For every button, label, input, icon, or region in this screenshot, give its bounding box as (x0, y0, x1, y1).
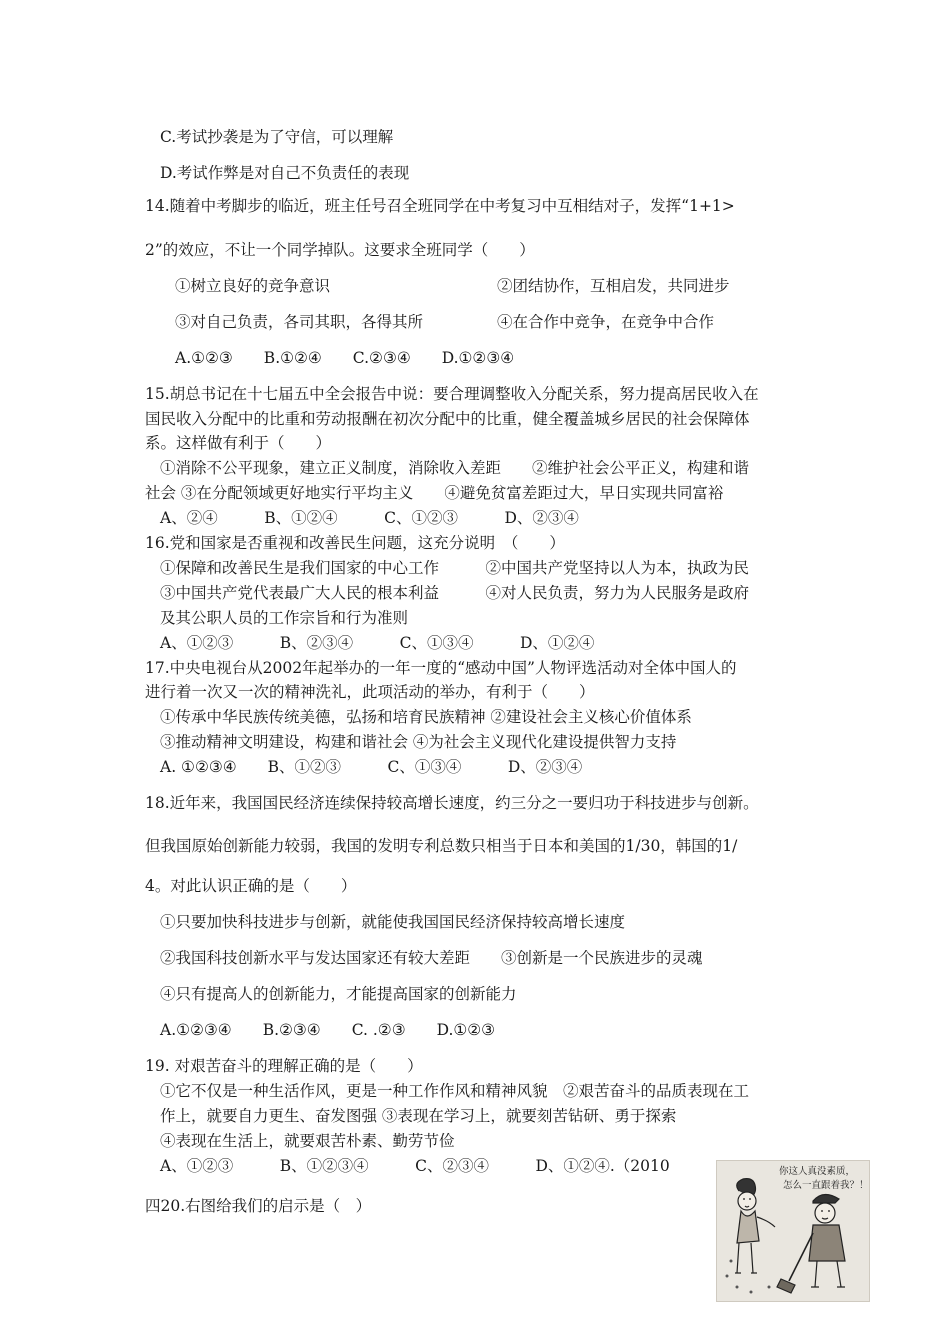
question-17-line1: 17.中央电视台从2002年起举办的一年一度的“感动中国”人物评选活动对全体中国人的 (145, 659, 737, 677)
q19-statements-line2: 作上，就要自力更生、奋发图强 ③表现在学习上，就要刻苦钻研、勇于探索 (160, 1107, 677, 1125)
q14-statement-4: ④在合作中竞争，在竞争中合作 (497, 313, 715, 331)
woman-figure (735, 1179, 775, 1273)
q17-statements-line2: ③推动精神文明建设，构建和谐社会 ④为社会主义现代化建设提供智力支持 (160, 733, 677, 751)
question-18-line3: 4。对此认识正确的是（ ） (145, 877, 357, 895)
q18-statement-4: ④只有提高人的创新能力，才能提高国家的创新能力 (160, 985, 517, 1003)
q19-options: A、①②③ B、①②③④ C、②③④ D、①②④.（2010 (160, 1157, 670, 1175)
q18-options: A.①②③④ B.②③④ C. .②③ D.①②③ (160, 1021, 496, 1039)
question-16: 16.党和国家是否重视和改善民生问题，这充分说明 （ ） (145, 534, 565, 552)
q14-options: A.①②③ B.①②④ C.②③④ D.①②③④ (175, 349, 515, 367)
option-d-q13: D.考试作弊是对自己不负责任的表现 (160, 164, 410, 182)
question-14-line1: 14.随着中考脚步的临近，班主任号召全班同学在中考复习中互相结对子，发挥“1+1> (145, 197, 735, 215)
cartoon-image (716, 1160, 870, 1302)
option-c-q13: C.考试抄袭是为了守信，可以理解 (160, 128, 394, 146)
question-18-line2: 但我国原始创新能力较弱，我国的发明专利总数只相当于日本和美国的1/30，韩国的1/ (145, 837, 738, 855)
q14-statement-1: ①树立良好的竞争意识 (175, 277, 331, 295)
question-20: 四20.右图给我们的启示是（ ） (145, 1197, 372, 1215)
cleaner-figure (777, 1194, 845, 1293)
q16-statements-line2: ③中国共产党代表最广大人民的根本利益 ④对人民负责，努力为人民服务是政府 (160, 584, 750, 602)
cartoon-caption-line1: 你这人真没素质， (779, 1166, 856, 1177)
question-14-line2: 2”的效应，不让一个同学掉队。这要求全班同学（ ） (145, 241, 535, 259)
q15-statements-line2: 社会 ③在分配领域更好地实行平均主义 ④避免贫富差距过大，早日实现共同富裕 (145, 484, 724, 502)
litter-trail (726, 1260, 771, 1294)
q19-statements-line3: ④表现在生活上，就要艰苦朴素、勤劳节俭 (160, 1132, 455, 1150)
question-15-line1: 15.胡总书记在十七届五中全会报告中说：要合理调整收入分配关系，努力提高居民收入在 (145, 385, 759, 403)
q15-options: A、②④ B、①②④ C、①②③ D、②③④ (160, 509, 579, 527)
q15-statements-line1: ①消除不公平现象，建立正义制度，消除收入差距 ②维护社会公平正义，构建和谐 (160, 459, 750, 477)
q18-statement-1: ①只要加快科技进步与创新，就能使我国国民经济保持较高增长速度 (160, 913, 626, 931)
q18-statements-2-3: ②我国科技创新水平与发达国家还有较大差距 ③创新是一个民族进步的灵魂 (160, 949, 703, 967)
q17-options: A. ①②③④ B、①②③ C、①③④ D、②③④ (160, 758, 583, 776)
question-15-line3: 系。这样做有利于（ ） (145, 434, 332, 452)
q16-statements-line1: ①保障和改善民生是我们国家的中心工作 ②中国共产党坚持以人为本，执政为民 (160, 559, 750, 577)
cartoon-drawing (717, 1161, 869, 1301)
q14-statement-3: ③对自己负责，各司其职，各得其所 (175, 313, 424, 331)
q16-statements-line3: 及其公职人员的工作宗旨和行为准则 (160, 609, 409, 627)
question-15-line2: 国民收入分配中的比重和劳动报酬在初次分配中的比重，健全覆盖城乡居民的社会保障体 (145, 410, 750, 428)
q19-statements-line1: ①它不仅是一种生活作风，更是一种工作作风和精神风貌 ②艰苦奋斗的品质表现在工 (160, 1082, 750, 1100)
q17-statements-line1: ①传承中华民族传统美德，弘扬和培育民族精神 ②建设社会主义核心价值体系 (160, 708, 692, 726)
q14-statement-2: ②团结协作，互相启发，共同进步 (497, 277, 730, 295)
question-18-line1: 18.近年来，我国国民经济连续保持较高增长速度，约三分之一要归功于科技进步与创新。 (145, 794, 759, 812)
question-19: 19. 对艰苦奋斗的理解正确的是（ ） (145, 1057, 423, 1075)
cartoon-caption-line2: 怎么一直跟着我？！ (783, 1180, 869, 1191)
q16-options: A、①②③ B、②③④ C、①③④ D、①②④ (160, 634, 595, 652)
question-17-line2: 进行着一次又一次的精神洗礼，此项活动的举办，有利于（ ） (145, 683, 595, 701)
